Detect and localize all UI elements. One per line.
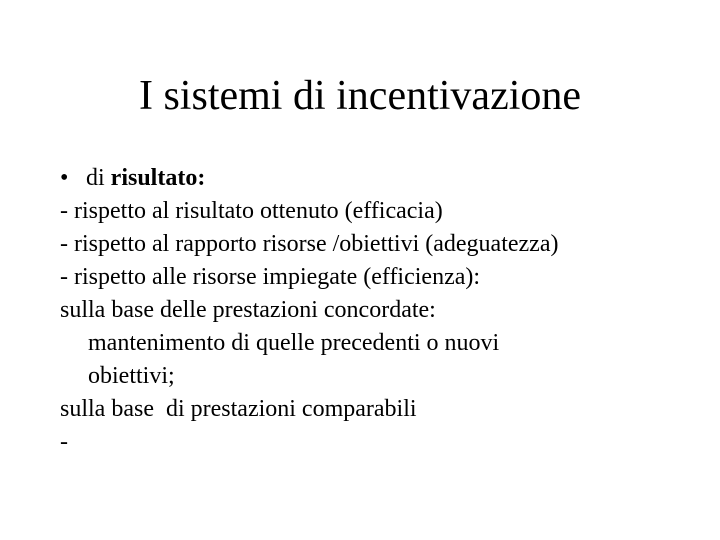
slide-title: I sistemi di incentivazione: [138, 73, 582, 119]
slide-body: [60, 162, 700, 459]
text-line-dash: -: [60, 429, 68, 455]
bullet-icon: •: [60, 165, 69, 191]
text-line-obiettivi: obiettivi;: [88, 363, 175, 389]
text-line-mantenimento: mantenimento di quelle precedenti o nuovi: [88, 330, 500, 356]
bullet-bold-term: risultato:: [110, 165, 206, 191]
text-line-prestazioni-concordate: sulla base delle prestazioni concordate:: [60, 297, 436, 323]
text-line-efficacia: - rispetto al risultato ottenuto (efficacia): [60, 198, 443, 224]
bullet-item-risultato: [60, 162, 700, 195]
text-line-efficienza: - rispetto alle risorse impiegate (efficienza):: [60, 264, 481, 290]
text-line-prestazioni-comparabili: sulla base di prestazioni comparabili: [60, 396, 417, 422]
bullet-prefix: di: [86, 165, 111, 191]
text-line-adeguatezza: - rispetto al rapporto risorse /obiettivi (adeguatezza): [60, 231, 559, 257]
